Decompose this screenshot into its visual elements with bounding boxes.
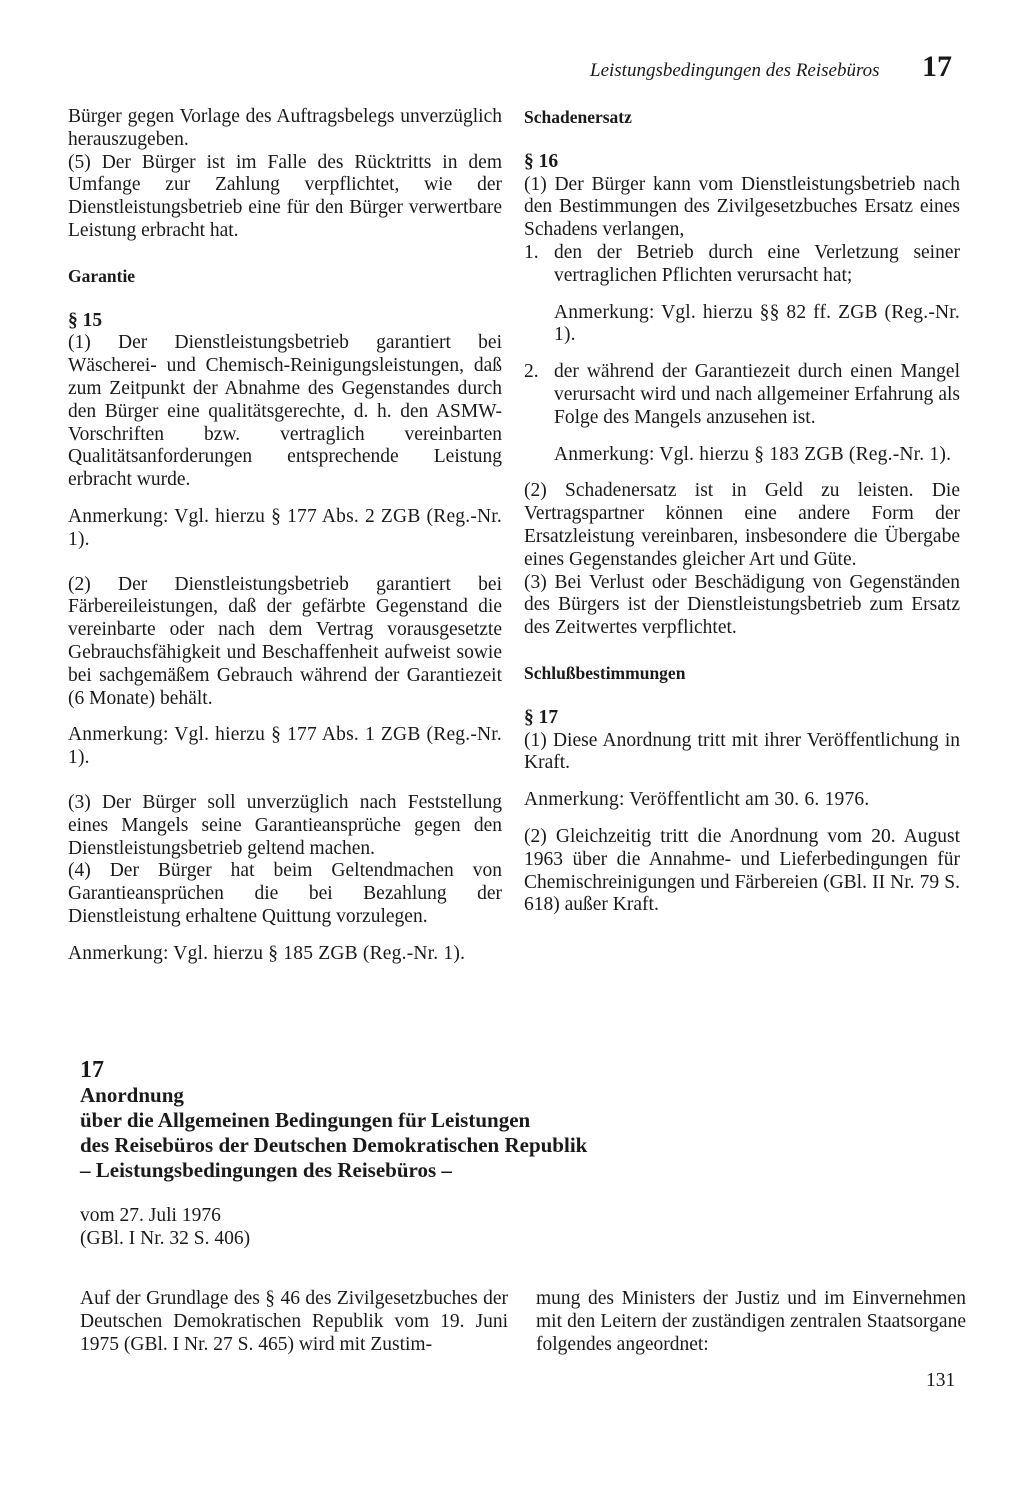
paragraph: (1) Der Dienstleistungsbetrieb garantiert bei Wäscherei- und Chemisch-Reinigungsleistungen, daß zum Zeitpunkt der Abnahme des Gegenstandes durch den Bürger eine qualitätsgerechte, d. h. den ASMW-Vorschriften bzw. vertraglich vereinbarten Qualitätsanforderungen entsprechende Leistung erbracht wurde. xyxy=(68,332,502,491)
paragraph: Bürger gegen Vorlage des Auftragsbelegs unverzüglich herauszugeben. xyxy=(68,106,502,150)
list-item-number: 2. xyxy=(524,361,539,383)
paragraph: (3) Bei Verlust oder Beschädigung von Gegenständen des Bürgers ist der Dienstleistungsbetrieb zum Ersatz des Zeitwertes verpflichtet. xyxy=(524,571,960,639)
paragraph: (4) Der Bürger hat beim Geltendmachen von Garantieansprüchen die bei Bezahlung der Dienstleistung erhaltene Quittung vorzulegen. xyxy=(68,860,502,927)
intro-right-column xyxy=(536,1288,966,1356)
document-title-line: Anordnung xyxy=(80,1083,184,1107)
document-number: 17 xyxy=(80,1057,104,1083)
paragraph: Auf der Grundlage des § 46 des Zivilgesetzbuches der Deutschen Demokratischen Republik vom 19. Juni 1975 (GBl. I Nr. 27 S. 465) wird mit Zustim- xyxy=(80,1288,508,1355)
section-number-15: § 15 xyxy=(68,309,103,331)
annotation-note: Anmerkung: Vgl. hierzu § 183 ZGB (Reg.-Nr. 1). xyxy=(554,443,952,465)
annotation-note: Anmerkung: Veröffentlicht am 30. 6. 1976. xyxy=(524,789,870,811)
left-column xyxy=(68,106,502,966)
paragraph: (5) Der Bürger ist im Falle des Rücktritts in dem Umfange zur Zahlung verpflichtet, wie der Dienstleistungsbetrieb eine für den Bürger verwertbare Leistung erbracht hat. xyxy=(68,151,502,241)
document-title-line: des Reisebüros der Deutschen Demokratischen Republik xyxy=(80,1133,588,1157)
annotation-note: Anmerkung: Vgl. hierzu §§ 82 ff. ZGB (Reg.-Nr. 1). xyxy=(554,301,960,346)
list-item xyxy=(524,361,960,429)
section-number-16: § 16 xyxy=(524,150,559,172)
section-heading-garantie: Garantie xyxy=(68,265,136,286)
annotation-note: Anmerkung: Vgl. hierzu § 177 Abs. 1 ZGB (Reg.-Nr. 1). xyxy=(68,724,502,769)
list-item-text: den der Betrieb durch eine Verletzung seiner vertraglichen Pflichten verursacht hat; xyxy=(554,241,960,286)
intro-left-column xyxy=(80,1288,508,1356)
running-header-title: Leistungsbedingungen des Reisebüros xyxy=(590,60,880,81)
document-date-block xyxy=(80,1205,250,1251)
paragraph: (2) Gleichzeitig tritt die Anordnung vom 20. August 1963 über die Annahme- und Lieferbedingungen für Chemischreinigungen und Färbereien (GBl. II Nr. 79 S. 618) außer Kraft. xyxy=(524,825,960,916)
document-date: vom 27. Juli 1976 xyxy=(80,1205,221,1226)
list-item-number: 1. xyxy=(524,241,539,263)
page-number: 131 xyxy=(926,1370,956,1391)
section-heading-schlussbestimmungen: Schlußbestimmungen xyxy=(524,662,686,683)
list-item-text: der während der Garantiezeit durch einen Mangel verursacht wird und nach allgemeiner Erfahrung als Folge des Mangels anzusehen ist. xyxy=(554,361,960,428)
annotation-note: Anmerkung: Vgl. hierzu § 177 Abs. 2 ZGB (Reg.-Nr. 1). xyxy=(68,505,502,550)
list-item xyxy=(524,242,960,288)
annotation-note: Anmerkung: Vgl. hierzu § 185 ZGB (Reg.-Nr. 1). xyxy=(68,942,466,964)
section-number-17: § 17 xyxy=(524,706,559,728)
paragraph: (3) Der Bürger soll unverzüglich nach Feststellung eines Mangels seine Garantieansprüche gegen den Dienstleistungsbetrieb geltend machen. xyxy=(68,791,502,859)
document-source: (GBl. I Nr. 32 S. 406) xyxy=(80,1227,251,1249)
paragraph: (1) Der Bürger kann vom Dienstleistungsbetrieb nach den Bestimmungen des Zivilgesetzbuches Ersatz eines Schadens verlangen, xyxy=(524,173,960,241)
right-column xyxy=(524,106,960,917)
document-title-line: über die Allgemeinen Bedingungen für Leistungen xyxy=(80,1108,531,1132)
document-title-line: – Leistungsbedingungen des Reisebüros – xyxy=(80,1158,452,1182)
running-header-chapter-number: 17 xyxy=(922,50,952,83)
paragraph: (2) Schadenersatz ist in Geld zu leisten. Die Vertragspartner können eine andere Form der Ersatzleistung vereinbaren, insbesondere die Übergabe eines Gegenstandes gleicher Art und Güte. xyxy=(524,480,960,570)
section-heading-schadenersatz: Schadenersatz xyxy=(524,107,632,127)
paragraph: (2) Der Dienstleistungsbetrieb garantiert bei Färbereileistungen, daß der gefärbte Gegenstand die vereinbarte oder nach dem Vertrag vorausgesetzte Gebrauchsfähigkeit und Beschaffenheit aufweist sowie bei sachgemäßem Gebrauch während der Garantiezeit (6 Monate) behält. xyxy=(68,573,502,709)
paragraph: (1) Diese Anordnung tritt mit ihrer Veröffentlichung in Kraft. xyxy=(524,729,960,774)
document-heading xyxy=(80,1058,840,1183)
paragraph: mung des Ministers der Justiz und im Einvernehmen mit den Leitern der zuständigen zentralen Staatsorgane folgendes angeordnet: xyxy=(536,1288,966,1355)
